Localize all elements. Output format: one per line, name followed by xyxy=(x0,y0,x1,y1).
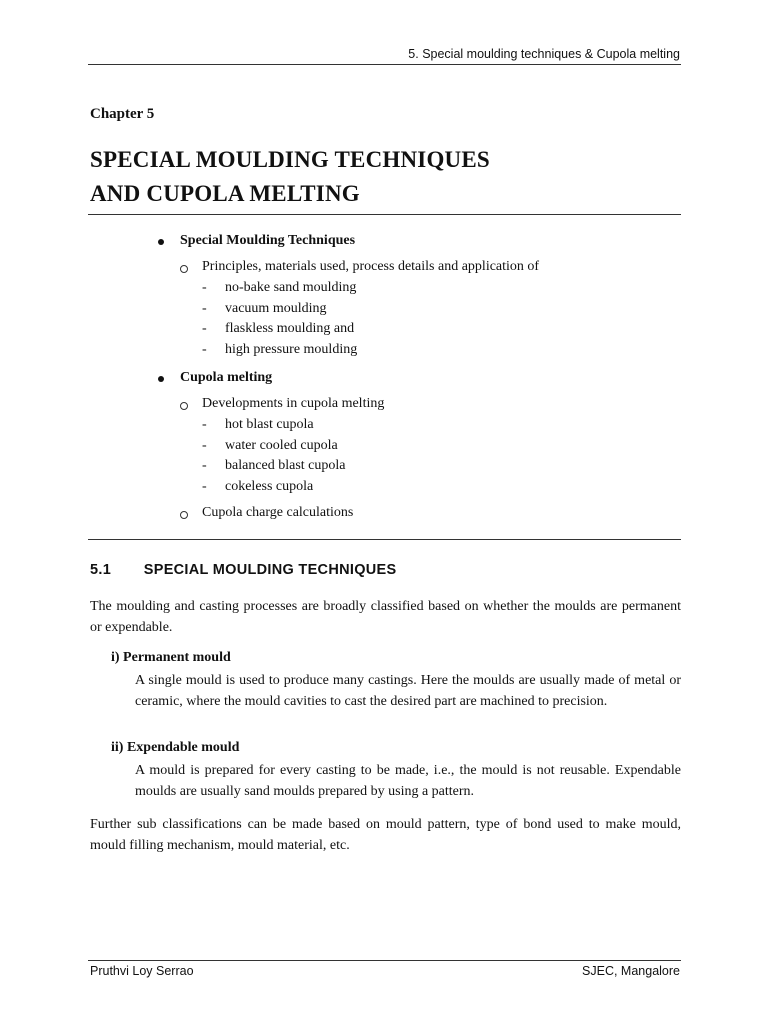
permanent-mould-text: A single mould is used to produce many castings. Here the moulds are usually made of metal or ceramic, where the mould cavities to cast the desired part are machined to precision. xyxy=(135,673,681,709)
circle-bullet-icon xyxy=(180,511,188,519)
dash-bullet-icon: - xyxy=(202,301,207,316)
expendable-mould-heading: ii) Expendable mould xyxy=(111,740,240,755)
footer-author: Pruthvi Loy Serrao xyxy=(90,964,194,978)
outline-item: cokeless cupola xyxy=(225,479,314,494)
running-header: 5. Special moulding techniques & Cupola melting xyxy=(408,47,680,61)
outline-item: water cooled cupola xyxy=(225,438,338,453)
circle-bullet-icon xyxy=(180,402,188,410)
expendable-mould-text: A mould is prepared for every casting to be made, i.e., the mould is not reusable. Expendable moulds are usually sand moulds prepared by using a pattern. xyxy=(135,763,681,799)
chapter-label: Chapter 5 xyxy=(90,106,155,122)
circle-bullet-icon xyxy=(180,265,188,273)
dash-bullet-icon: - xyxy=(202,438,207,453)
dash-bullet-icon: - xyxy=(202,417,207,432)
dash-bullet-icon: - xyxy=(202,479,207,494)
dash-bullet-icon: - xyxy=(202,342,207,357)
permanent-mould-heading: i) Permanent mould xyxy=(111,650,231,665)
footer-rule xyxy=(88,960,681,961)
bullet-icon xyxy=(158,239,164,245)
dash-bullet-icon: - xyxy=(202,280,207,295)
outline-subtopic: Principles, materials used, process details and application of xyxy=(202,259,540,274)
outline-item: high pressure moulding xyxy=(225,342,358,357)
outline-topic-title: Special Moulding Techniques xyxy=(180,233,356,248)
outline-rule xyxy=(88,539,681,540)
dash-bullet-icon: - xyxy=(202,321,207,336)
section-heading xyxy=(90,562,397,578)
footer-institution: SJEC, Mangalore xyxy=(582,964,680,978)
dash-bullet-icon: - xyxy=(202,458,207,473)
chapter-title xyxy=(90,143,490,211)
outline-item: balanced blast cupola xyxy=(225,458,346,473)
closing-paragraph: Further sub classifications can be made based on mould pattern, type of bond used to make mould, mould filling mechanism, mould material, etc. xyxy=(90,817,681,853)
chapter-title-line-2: AND CUPOLA MELTING xyxy=(90,181,360,206)
outline-item: vacuum moulding xyxy=(225,301,327,316)
outline-subtopic: Cupola charge calculations xyxy=(202,505,354,520)
section-number: 5.1 xyxy=(90,562,112,578)
section-title: SPECIAL MOULDING TECHNIQUES xyxy=(143,562,397,578)
outline-subtopic: Developments in cupola melting xyxy=(202,396,385,411)
bullet-icon xyxy=(158,376,164,382)
outline-topic-title: Cupola melting xyxy=(180,370,273,385)
title-rule xyxy=(88,214,681,215)
header-rule xyxy=(88,64,681,65)
outline-item: no-bake sand moulding xyxy=(225,280,357,295)
chapter-title-line-1: SPECIAL MOULDING TECHNIQUES xyxy=(90,147,490,172)
outline-item: flaskless moulding and xyxy=(225,321,355,336)
outline-item: hot blast cupola xyxy=(225,417,314,432)
section-intro-paragraph: The moulding and casting processes are broadly classified based on whether the moulds are permanent or expendable. xyxy=(90,599,681,635)
